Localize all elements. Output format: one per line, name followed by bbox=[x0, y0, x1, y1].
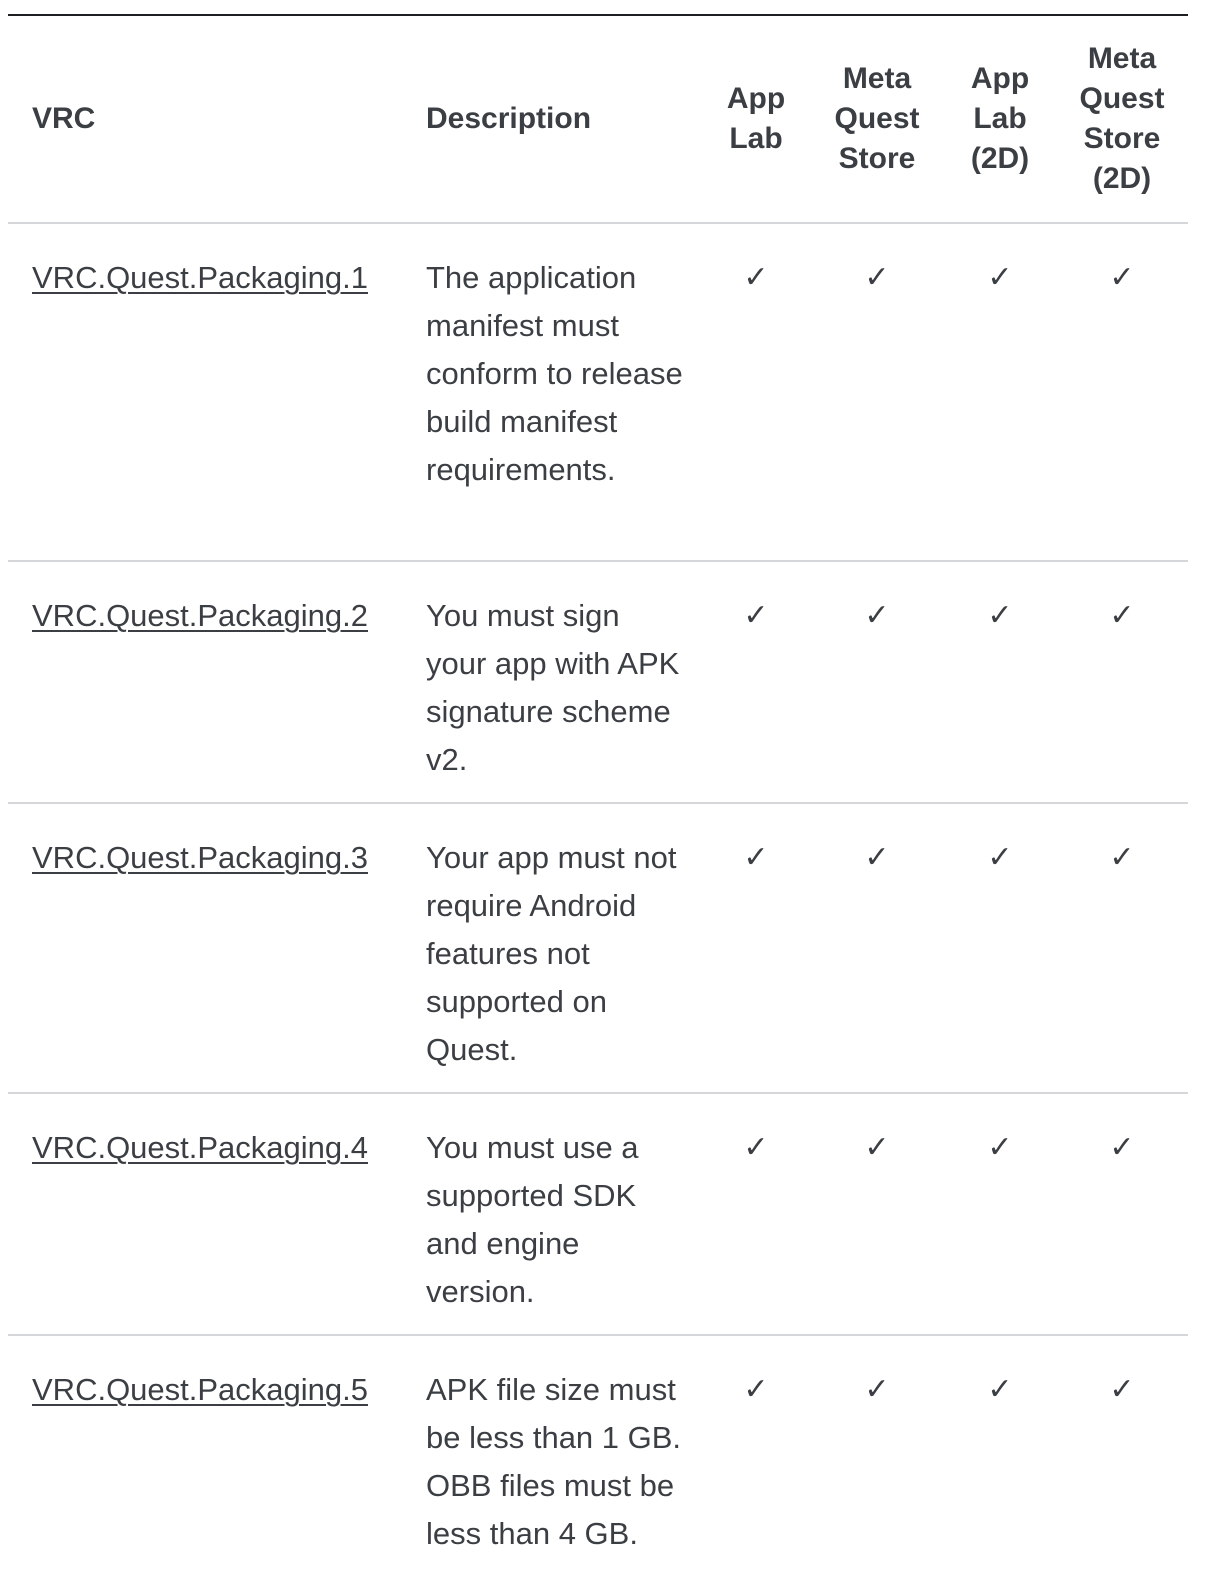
check-icon-meta-quest-store-2d: ✓ bbox=[1109, 260, 1135, 295]
check-icon-meta-quest-store-2d: ✓ bbox=[1109, 598, 1135, 633]
header-app-lab: App Lab bbox=[726, 82, 786, 155]
vrc-link-packaging-2[interactable]: VRC.Quest.Packaging.2 bbox=[32, 598, 369, 633]
check-icon-app-lab-2d: ✓ bbox=[987, 1372, 1013, 1407]
check-icon-app-lab-2d: ✓ bbox=[987, 1130, 1013, 1165]
table-row bbox=[8, 1094, 1188, 1336]
description-cell: APK file size must be less than 1 GB. OBB files must be less than 4 GB. bbox=[426, 1372, 682, 1551]
description-cell: You must use a supported SDK and engine version. bbox=[426, 1130, 639, 1309]
header-meta-quest-store-2d: Meta Quest Store (2D) bbox=[1079, 42, 1165, 195]
vrc-link-packaging-1[interactable]: VRC.Quest.Packaging.1 bbox=[32, 260, 369, 295]
description-cell: You must sign your app with APK signature scheme v2. bbox=[426, 598, 680, 777]
header-app-lab-2d: App Lab (2D) bbox=[970, 62, 1030, 175]
check-icon-app-lab: ✓ bbox=[743, 1372, 769, 1407]
table-header-row bbox=[8, 16, 1188, 224]
check-icon-app-lab-2d: ✓ bbox=[987, 598, 1013, 633]
vrc-requirements-table bbox=[8, 14, 1188, 1562]
table-row bbox=[8, 1336, 1188, 1562]
check-icon-meta-quest-store: ✓ bbox=[864, 598, 890, 633]
header-vrc: VRC bbox=[32, 102, 96, 135]
vrc-link-packaging-4[interactable]: VRC.Quest.Packaging.4 bbox=[32, 1130, 369, 1165]
check-icon-meta-quest-store: ✓ bbox=[864, 260, 890, 295]
vrc-link-packaging-3[interactable]: VRC.Quest.Packaging.3 bbox=[32, 840, 369, 875]
check-icon-meta-quest-store: ✓ bbox=[864, 1372, 890, 1407]
check-icon-meta-quest-store: ✓ bbox=[864, 1130, 890, 1165]
check-icon-meta-quest-store-2d: ✓ bbox=[1109, 1130, 1135, 1165]
table-row bbox=[8, 562, 1188, 804]
header-meta-quest-store: Meta Quest Store bbox=[834, 62, 920, 175]
table-row bbox=[8, 804, 1188, 1094]
check-icon-app-lab: ✓ bbox=[743, 598, 769, 633]
check-icon-app-lab: ✓ bbox=[743, 260, 769, 295]
check-icon-app-lab: ✓ bbox=[743, 1130, 769, 1165]
description-cell: Your app must not require Android features not supported on Quest. bbox=[426, 840, 677, 1067]
header-description: Description bbox=[426, 102, 592, 135]
check-icon-meta-quest-store-2d: ✓ bbox=[1109, 840, 1135, 875]
table-row bbox=[8, 224, 1188, 562]
check-icon-app-lab-2d: ✓ bbox=[987, 840, 1013, 875]
check-icon-meta-quest-store-2d: ✓ bbox=[1109, 1372, 1135, 1407]
check-icon-app-lab: ✓ bbox=[743, 840, 769, 875]
description-cell: The application manifest must conform to release build manifest requirements. bbox=[426, 260, 683, 487]
check-icon-app-lab-2d: ✓ bbox=[987, 260, 1013, 295]
vrc-link-packaging-5[interactable]: VRC.Quest.Packaging.5 bbox=[32, 1372, 369, 1407]
check-icon-meta-quest-store: ✓ bbox=[864, 840, 890, 875]
